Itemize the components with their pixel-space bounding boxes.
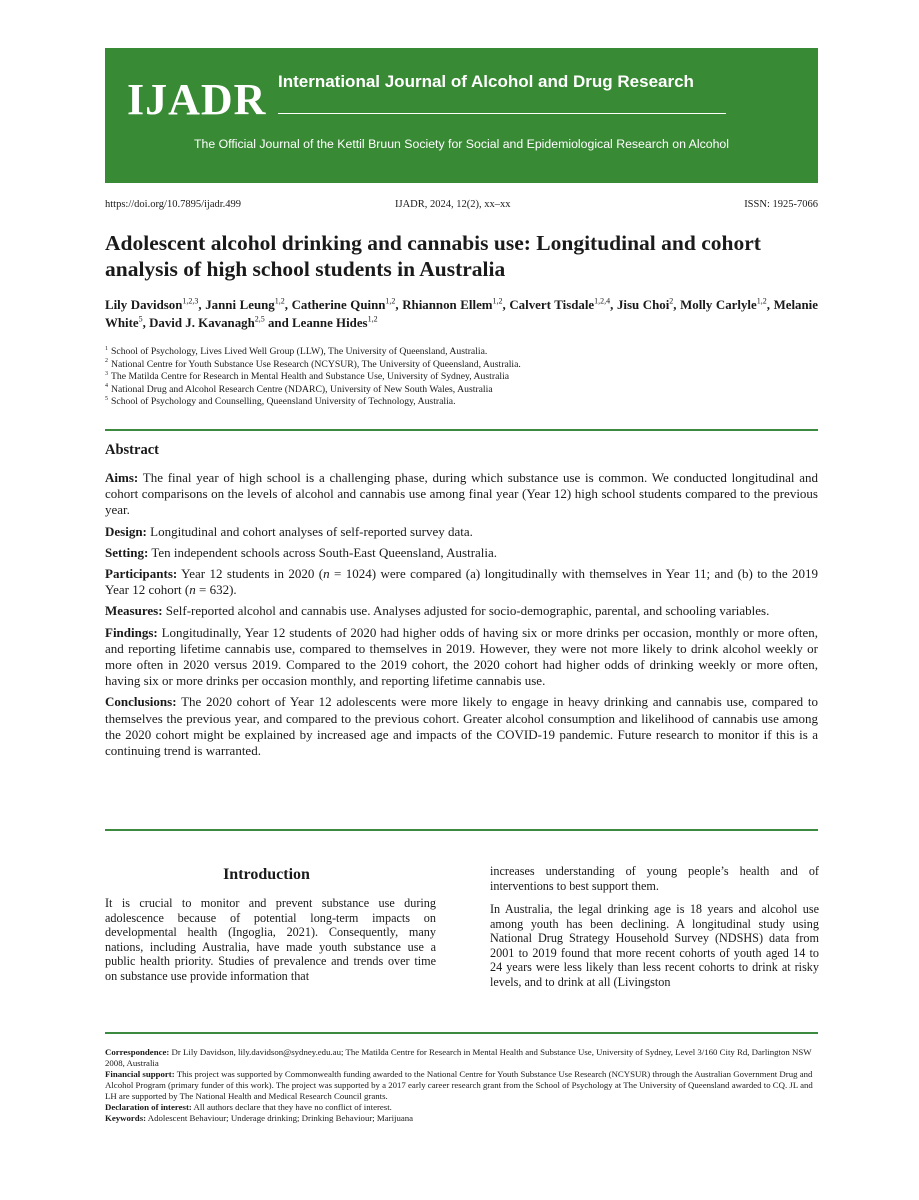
author: Leanne Hides$^{1,2}$ — [292, 314, 378, 330]
journal-logo: IJADR — [127, 75, 267, 124]
author: Calvert Tisdale$^{1,2,4}$ — [509, 296, 611, 312]
affiliations — [105, 346, 818, 409]
intro-right-column — [490, 864, 819, 998]
intro-paragraph: increases understanding of young people’s health and of interventions to best support them. — [490, 864, 819, 893]
correspondence: Correspondence: Dr Lily Davidson, lily.davidson@sydney.edu.au; The Matilda Centre for Research in Mental Health and Substance Use, University of Sydney, Level 3/160 City Rd, Darlington NSW 2008, Australia — [105, 1047, 812, 1068]
keywords: Keywords: Adolescent Behaviour; Underage drinking; Drinking Behaviour; Marijuana — [105, 1113, 414, 1123]
abstract-design: Design: Longitudinal and cohort analyses of self-reported survey data. — [105, 523, 473, 539]
affiliation: $^4$ National Drug and Alcohol Research Centre (NDARC), University of New South Wales, Australia — [105, 383, 493, 395]
journal-subtitle: The Official Journal of the Kettil Bruun Society for Social and Epidemiological Research on Alcohol — [194, 137, 729, 151]
financial-support: Financial support: This project was supported by Commonwealth funding awarded to the National Centre for Youth Substance Use Research (NCYSUR) through the Australian Government Drug and Alcohol Program (primary funder of this work). The project was supported by a 2017 early career research grant from the School of Psychology at The University of Queensland awarded to CQ. JL and LH are supported by The National Health and Medical Research Council grants. — [105, 1069, 813, 1101]
abstract-measures: Measures: Self-reported alcohol and cannabis use. Analyses adjusted for socio-demographic, parental, and schooling variables. — [105, 603, 770, 619]
doi-link[interactable]: https://doi.org/10.7895/ijadr.499 — [105, 199, 242, 210]
banner-divider — [278, 113, 726, 114]
intro-paragraph: It is crucial to monitor and prevent substance use during adolescence because of potential long-term impacts on developmental health (Ingoglia, 2021). Consequently, many nations, including Australia, have made youth substance use a public health priority. Studies of prevalence and trends over time on substance use provide information that — [105, 896, 436, 983]
article-meta — [105, 199, 818, 213]
declaration-of-interest: Declaration of interest: All authors declare that they have no conflict of interest. — [105, 1102, 392, 1112]
section-divider — [105, 829, 818, 831]
journal-title: International Journal of Alcohol and Drug Research — [278, 72, 694, 91]
author: Jisu Choi$^2$ — [616, 296, 674, 312]
author: Catherine Quinn$^{1,2}$ — [291, 296, 396, 312]
author: Molly Carlyle$^{1,2}$ — [680, 296, 767, 312]
footnotes — [105, 1047, 818, 1124]
issn: ISSN: 1925-7066 — [744, 199, 818, 210]
footer-divider — [105, 1032, 818, 1034]
abstract-participants: Participants: Year 12 students in 2020 (n = 1024) were compared (a) longitudinally with themselves in Year 11; and (b) to the 2019 Year 12 cohort (n = 632). — [105, 566, 818, 598]
abstract-findings: Findings: Longitudinally, Year 12 students of 2020 had higher odds of having six or more drinks per occasion, monthly or more often, and reporting lifetime cannabis use, compared to themselves in 2019. However, they were not more likely to drink alcohol weekly or more often in 2020 versus 2019. Compared to the 2019 cohort, the 2020 cohort had higher odds of drinking weekly or more often, having six or more drinks per occasion monthly, and reporting lifetime cannabis use. — [105, 624, 819, 689]
affiliation: $^2$ National Centre for Youth Substance Use Research (NCYSUR), The University of Queensland, Australia. — [105, 358, 521, 370]
abstract-conclusions: Conclusions: The 2020 cohort of Year 12 adolescents were more likely to engage in heavy drinking and cannabis use, compared to themselves the previous year, and compared to the previous cohort. Greater alcohol consumption and likelihood of cannabis use among the 2020 cohort might be explained by increased age and impacts of the COVID-19 pandemic. Future research to monitor if this is a continuing trend is warranted. — [105, 694, 819, 759]
abstract-setting: Setting: Ten independent schools across South-East Queensland, Australia. — [105, 544, 498, 560]
author: Janni Leung$^{1,2}$ — [205, 296, 285, 312]
author: Lily Davidson$^{1,2,3}$ — [105, 296, 199, 312]
abstract-heading: Abstract — [105, 442, 159, 458]
author: David J. Kavanagh$^{2,5}$ — [149, 314, 265, 330]
affiliation: $^1$ School of Psychology, Lives Lived Well Group (LLW), The University of Queensland, Australia. — [105, 345, 488, 357]
introduction-heading: Introduction — [223, 866, 310, 883]
abstract-body — [105, 470, 818, 764]
article-title: Adolescent alcohol drinking and cannabis use: Longitudinal and cohort analysis of high school students in Australia — [105, 231, 761, 281]
intro-paragraph: In Australia, the legal drinking age is 18 years and alcohol use among youth has been declining. A longitudinal study using National Drug Strategy Household Survey (NDSHS) data from 2001 to 2019 found that more recent cohorts of youth aged 14 to 24 years were less likely than less recent cohorts to drink at risky levels, and to drink at all (Livingston — [490, 902, 819, 989]
author-list: Lily Davidson$^{1,2,3}$, Janni Leung$^{1,2}$, Catherine Quinn$^{1,2}$, Rhiannon Ellem$^{1,2}$, Calvert Tisdale$^{1,2,4}$, Jisu Choi$^2$, Molly Carlyle$^{1,2}$, Melanie White$^5$, David J. Kavanagh$^{2,5}$ and Leanne Hides$^{1,2}$ — [105, 296, 818, 330]
affiliation: $^5$ School of Psychology and Counselling, Queensland University of Technology, Australia. — [105, 395, 456, 407]
section-divider — [105, 429, 818, 431]
journal-banner — [105, 48, 818, 183]
abstract-aims: Aims: The final year of high school is a challenging phase, during which substance use is common. We conducted longitudinal and cohort comparisons on the levels of alcohol and cannabis use among final year (Year 12) high school students compared to the previous year. — [105, 470, 819, 518]
intro-left-column — [105, 896, 436, 992]
affiliation: $^3$ The Matilda Centre for Research in Mental Health and Substance Use, University of Sydney, Australia — [105, 370, 510, 382]
citation: IJADR, 2024, 12(2), xx–xx — [395, 199, 511, 210]
author: Melanie White$^5$ — [105, 298, 818, 330]
author: Rhiannon Ellem$^{1,2}$ — [402, 296, 503, 312]
